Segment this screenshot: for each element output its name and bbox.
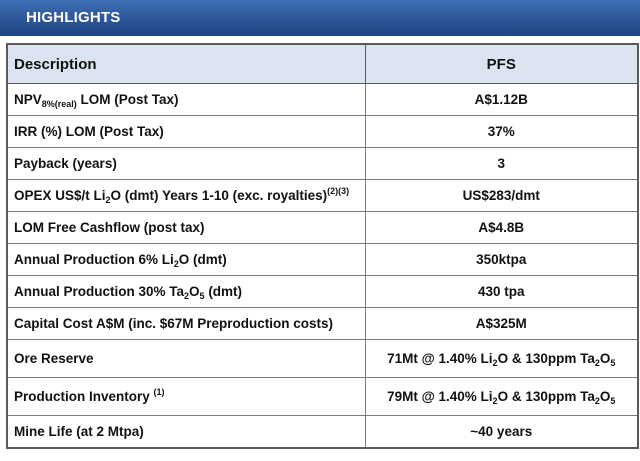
- cell-text: O (dmt) Years 1-10 (exc. royalties): [110, 188, 328, 203]
- cell-text: Production Inventory: [14, 389, 154, 404]
- cell-text: US$283/dmt: [462, 188, 540, 203]
- cell-text: Annual Production 30% Ta: [14, 284, 185, 299]
- subscript-text: 2: [492, 358, 498, 368]
- subscript-text: 2: [492, 396, 498, 406]
- description-cell: [7, 378, 365, 416]
- superscript-text: (2)(3): [327, 186, 350, 196]
- cell-text: O (dmt): [178, 252, 227, 267]
- cell-text: O & 130ppm Ta: [497, 389, 595, 404]
- pfs-value-cell: [365, 212, 638, 244]
- cell-text: O & 130ppm Ta: [497, 351, 595, 366]
- description-cell: [7, 212, 365, 244]
- cell-text: O: [599, 351, 611, 366]
- subscript-text: 2: [105, 195, 111, 205]
- description-cell: [7, 84, 365, 116]
- cell-text: Mine Life (at 2 Mtpa): [14, 424, 144, 439]
- table-row: [7, 416, 638, 449]
- pfs-value-cell: [365, 378, 638, 416]
- cell-text: 3: [497, 156, 505, 171]
- highlights-table: [6, 43, 639, 449]
- cell-text: ~40 years: [470, 424, 533, 439]
- superscript-text: (1): [153, 387, 165, 397]
- table-row: [7, 212, 638, 244]
- pfs-value-cell: [365, 116, 638, 148]
- cell-text: O: [189, 284, 200, 299]
- description-cell: [7, 244, 365, 276]
- description-cell: [7, 276, 365, 308]
- pfs-value-cell: [365, 276, 638, 308]
- column-header-description: Description: [7, 44, 365, 84]
- cell-text: LOM (Post Tax): [76, 92, 179, 107]
- cell-text: O: [599, 389, 611, 404]
- description-cell: [7, 308, 365, 340]
- table-header-row: [7, 44, 638, 84]
- subscript-text: 5: [610, 358, 616, 368]
- cell-text: Annual Production 6% Li: [14, 252, 174, 267]
- cell-text: LOM Free Cashflow (post tax): [14, 220, 205, 235]
- pfs-value-cell: [365, 84, 638, 116]
- cell-text: A$325M: [475, 316, 527, 331]
- cell-text: Ore Reserve: [14, 351, 94, 366]
- banner-title: HIGHLIGHTS: [26, 9, 121, 26]
- cell-text: Capital Cost A$M (inc. $67M Preproduction costs): [14, 316, 334, 331]
- subscript-text: 5: [610, 396, 616, 406]
- cell-text: 71Mt @ 1.40% Li: [387, 351, 493, 366]
- pfs-value-cell: [365, 416, 638, 449]
- table-row: [7, 148, 638, 180]
- cell-text: NPV: [14, 92, 42, 107]
- description-cell: [7, 148, 365, 180]
- table-row: [7, 84, 638, 116]
- cell-text: 350ktpa: [476, 252, 527, 267]
- description-cell: [7, 340, 365, 378]
- highlights-banner: [0, 0, 640, 36]
- cell-text: Payback (years): [14, 156, 117, 171]
- pfs-value-cell: [365, 308, 638, 340]
- pfs-value-cell: [365, 244, 638, 276]
- subscript-text: 2: [594, 396, 600, 406]
- description-cell: [7, 416, 365, 449]
- column-header-pfs: PFS: [365, 44, 638, 84]
- table-row: [7, 340, 638, 378]
- table-row: [7, 116, 638, 148]
- table-row: [7, 276, 638, 308]
- table-row: [7, 308, 638, 340]
- cell-text: (dmt): [204, 284, 243, 299]
- subscript-text: 2: [184, 291, 190, 301]
- cell-text: 79Mt @ 1.40% Li: [387, 389, 493, 404]
- subscript-text: 2: [173, 259, 179, 269]
- description-cell: [7, 116, 365, 148]
- cell-text: A$1.12B: [474, 92, 528, 107]
- subscript-text: 5: [199, 291, 205, 301]
- pfs-value-cell: [365, 180, 638, 212]
- pfs-value-cell: [365, 148, 638, 180]
- table-row: [7, 180, 638, 212]
- cell-text: A$4.8B: [478, 220, 525, 235]
- cell-text: IRR (%) LOM (Post Tax): [14, 124, 164, 139]
- subscript-text: 2: [594, 358, 600, 368]
- table-row: [7, 378, 638, 416]
- table-row: [7, 244, 638, 276]
- cell-text: OPEX US$/t Li: [14, 188, 106, 203]
- subscript-text: 8%(real): [41, 99, 77, 109]
- description-cell: [7, 180, 365, 212]
- cell-text: 430 tpa: [477, 284, 525, 299]
- cell-text: 37%: [487, 124, 515, 139]
- pfs-value-cell: [365, 340, 638, 378]
